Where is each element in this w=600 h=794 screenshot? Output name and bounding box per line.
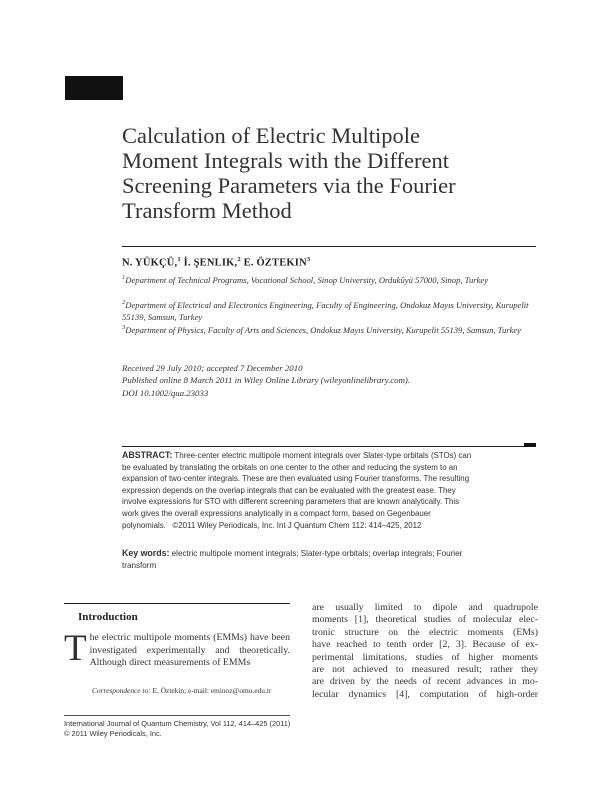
- title-line-4: Transform Method: [122, 198, 292, 223]
- author-3: E. ÖZTEKIN: [240, 257, 307, 269]
- footer-divider: [64, 715, 290, 716]
- affiliation-1-sup: 1: [122, 274, 126, 281]
- author-1: N. YÜKÇÜ,: [122, 257, 178, 269]
- abstract-text: Three-center electric multipole moment integrals over Slater-type orbitals (STOs) can be evaluated by translating the orbitals on one center to the other and reducing the system to an expansion of two-center integrals. These are then evaluated using Fourier transforms. The resulting expression depends on the overlap integrals that can be evaluated with the greatest ease. They involve expressions for STO with different screening parameters that are known analytically. This work gives the overall expressions analytically in a compact form, based on Gegenbauer polynomials.: [122, 451, 472, 530]
- affiliation-2-sup: 2: [122, 299, 126, 306]
- correspondence-label: Correspondence to:: [92, 686, 151, 695]
- keywords-label: Key words:: [122, 548, 170, 558]
- right-line-4: have reached to tenth order [2, 3]. Because of ex-: [312, 639, 538, 651]
- footer-journal: International Journal of Quantum Chemistry, Vol 112, 414–425 (2011): [64, 719, 291, 728]
- section-divider: [64, 603, 290, 604]
- affiliation-2-text: Department of Electrical and Electronics Engineering, Faculty of Engineering, Ondokuz Mayıs University, Kurupelit 55139, Samsun, Turkey: [122, 299, 529, 323]
- received-info: [122, 362, 410, 399]
- affiliation-1-text: Department of Technical Programs, Vocational School, Sinop University, Ordukûyü 57000, Sinop, Turkey: [125, 274, 489, 285]
- affiliation-3: [122, 322, 542, 336]
- right-line-1: are usually limited to dipole and quadrupole: [312, 602, 538, 613]
- intro-paragraph: [64, 628, 290, 670]
- title-line-3: Screening Parameters via the Fourier: [122, 173, 456, 198]
- received-dates: Received 29 July 2010; accepted 7 December 2010: [122, 363, 303, 373]
- affiliation-2: [122, 297, 542, 324]
- right-column: [312, 602, 538, 701]
- author-list: [122, 256, 310, 269]
- abstract-mark: [524, 443, 536, 447]
- keywords: [122, 548, 474, 571]
- right-line-8: lecular dynamics [4], computation of high-order: [312, 688, 538, 700]
- abstract-label: ABSTRACT:: [122, 450, 173, 460]
- correspondence: [92, 686, 271, 695]
- abstract: [122, 450, 474, 531]
- abstract-divider: [122, 446, 524, 447]
- affiliation-1: [122, 272, 542, 286]
- published-online: Published online 8 March 2011 in Wiley Online Library (wileyonlinelibrary.com).: [122, 375, 411, 386]
- header-black-bar: [65, 76, 123, 100]
- intro-text: he electric multipole moments (EMMs) have been investigated experimentally and theoretically. Although direct measurements of EMMs: [89, 632, 290, 668]
- section-heading: Introduction: [78, 611, 138, 623]
- author-1-sup: 1: [177, 256, 181, 263]
- drop-cap: T: [64, 628, 87, 669]
- right-line-3: tronic structure on the electric moments (EMs): [312, 626, 538, 638]
- abstract-copyright: ©2011 Wiley Periodicals, Inc. Int J Quantum Chem 112: 414–425, 2012: [165, 520, 422, 530]
- author-2-sup: 2: [237, 256, 241, 263]
- article-title: [122, 123, 552, 223]
- correspondence-text: E. Öztekin; e-mail: eminoz@omu.edu.tr: [150, 686, 272, 695]
- page-footer: [64, 719, 290, 739]
- right-line-2: moments [1], theoretical studies of molecular elec-: [312, 614, 538, 626]
- right-line-5: perimental limitations, studies of higher moments: [312, 651, 538, 663]
- doi: DOI 10.1002/qua.23033: [122, 387, 209, 398]
- author-3-sup: 3: [306, 256, 311, 263]
- title-line-2: Moment Integrals with the Different: [122, 148, 449, 173]
- author-2: İ. ŞENLIK,: [180, 257, 238, 269]
- affiliation-3-text: Department of Physics, Faculty of Arts and Sciences, Ondokuz Mayıs University, Kurupelit 55139, Samsun, Turkey: [125, 324, 522, 335]
- affiliation-3-sup: 3: [122, 324, 126, 331]
- right-line-7: are driven by the needs of recent advances in mo-: [312, 676, 538, 688]
- title-divider: [122, 246, 536, 247]
- right-line-6: are not achieved to measured result; rather they: [312, 664, 538, 676]
- keywords-text: electric multipole moment integrals; Slater-type orbitals; overlap integrals; Fourier transform: [122, 549, 463, 570]
- footer-copyright: © 2011 Wiley Periodicals, Inc.: [64, 728, 162, 738]
- title-line-1: Calculation of Electric Multipole: [122, 123, 421, 148]
